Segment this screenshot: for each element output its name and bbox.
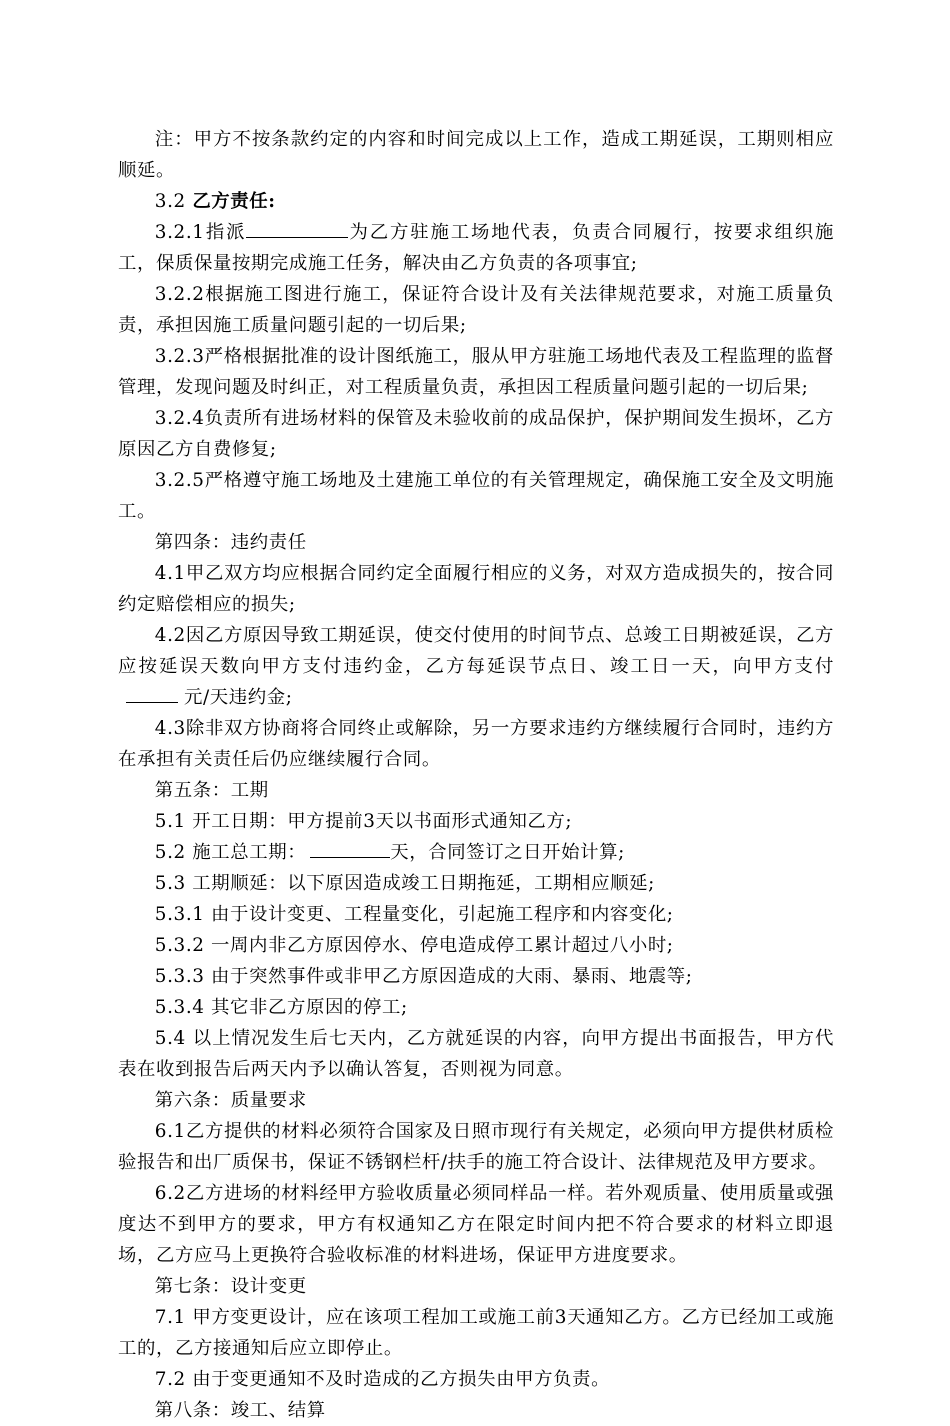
clause-5-2	[118, 837, 834, 868]
clause-5-2-rest: 天，合同签订之日开始计算;	[390, 842, 625, 863]
section-3-2-number: 3.2	[154, 191, 186, 212]
article-6-heading: 第六条：质量要求	[154, 1090, 307, 1111]
clause-6-1: 6.1乙方提供的材料必须符合国家及日照市现行有关规定，必须向甲方提供材质检验报告和出厂质保书，保证不锈钢栏杆/扶手的施工符合设计、法律规范及甲方要求。	[118, 1121, 834, 1173]
document-page	[118, 124, 834, 1426]
clause-3-2-1-rest: 为乙方驻施工场地代表，负责合同履行，按要求组织施工，保质保量按期完成施工任务，解决由乙方负责的各项事宜;	[118, 222, 834, 274]
clause-5-4: 5.4 以上情况发生后七天内，乙方就延误的内容，向甲方提出书面报告，甲方代表在收到报告后两天内予以确认答复，否则视为同意。	[118, 1028, 834, 1080]
clause-3-2-1	[118, 217, 834, 279]
article-4-heading: 第四条：违约责任	[154, 532, 307, 553]
clause-4-2-lead: 4.2因乙方原因导致工期延误，使交付使用的时间节点、总竣工日期被延误，乙方应按延误天数向甲方支付违约金，乙方每延误节点日、竣工日一天，向甲方支付	[118, 625, 834, 677]
penalty-amount-blank	[126, 682, 178, 703]
clause-7-1: 7.1 甲方变更设计，应在该项工程加工或施工前3天通知乙方。乙方已经加工或施工的，乙方接通知后应立即停止。	[118, 1307, 834, 1359]
clause-4-2	[118, 620, 834, 713]
article-7-heading: 第七条：设计变更	[154, 1276, 307, 1297]
note-paragraph: 注：甲方不按条款约定的内容和时间完成以上工作，造成工期延误，工期则相应顺延。	[118, 129, 834, 181]
clause-5-3-1: 5.3.1 由于设计变更、工程量变化，引起施工程序和内容变化;	[154, 904, 674, 925]
clause-3-2-4: 3.2.4负责所有进场材料的保管及未验收前的成品保护，保护期间发生损坏，乙方原因乙方自费修复;	[118, 408, 834, 460]
clause-4-1: 4.1甲乙双方均应根据合同约定全面履行相应的义务，对双方造成损失的，按合同约定赔偿相应的损失;	[118, 563, 834, 615]
clause-3-2-2: 3.2.2根据施工图进行施工，保证符合设计及有关法律规范要求，对施工质量负责，承担因施工质量问题引起的一切后果;	[118, 284, 834, 336]
clause-3-2-1-lead: 3.2.1指派	[154, 222, 247, 243]
article-5-heading: 第五条：工期	[154, 780, 269, 801]
clause-4-3: 4.3除非双方协商将合同终止或解除，另一方要求违约方继续履行合同时，违约方在承担有关责任后仍应继续履行合同。	[118, 718, 834, 770]
total-days-blank	[310, 837, 390, 858]
representative-blank	[246, 217, 348, 238]
clause-6-2: 6.2乙方进场的材料经甲方验收质量必须同样品一样。若外观质量、使用质量或强度达不到甲方的要求，甲方有权通知乙方在限定时间内把不符合要求的材料立即退场，乙方应马上更换符合验收标准的材料进场，保证甲方进度要求。	[118, 1183, 834, 1266]
clause-3-2-5: 3.2.5严格遵守施工场地及土建施工单位的有关管理规定，确保施工安全及文明施工。	[118, 470, 834, 522]
clause-5-3: 5.3 工期顺延：以下原因造成竣工日期拖延，工期相应顺延;	[154, 873, 655, 894]
clause-5-2-lead: 5.2 施工总工期：	[154, 842, 307, 863]
clause-5-3-4: 5.3.4 其它非乙方原因的停工;	[154, 997, 408, 1018]
section-3-2-heading	[118, 186, 834, 217]
clause-5-1: 5.1 开工日期：甲方提前3天以书面形式通知乙方;	[154, 811, 573, 832]
clause-4-2-rest: 元/天违约金;	[184, 687, 293, 708]
clause-3-2-3: 3.2.3严格根据批准的设计图纸施工，服从甲方驻施工场地代表及工程监理的监督管理，发现问题及时纠正，对工程质量负责，承担因工程质量问题引起的一切后果;	[118, 346, 834, 398]
clause-5-3-3: 5.3.3 由于突然事件或非甲乙方原因造成的大雨、暴雨、地震等;	[154, 966, 693, 987]
section-3-2-title: 乙方责任:	[192, 191, 276, 212]
clause-5-3-2: 5.3.2 一周内非乙方原因停水、停电造成停工累计超过八小时;	[154, 935, 674, 956]
clause-7-2: 7.2 由于变更通知不及时造成的乙方损失由甲方负责。	[154, 1369, 611, 1390]
article-8-heading: 第八条：竣工、结算	[154, 1400, 326, 1421]
